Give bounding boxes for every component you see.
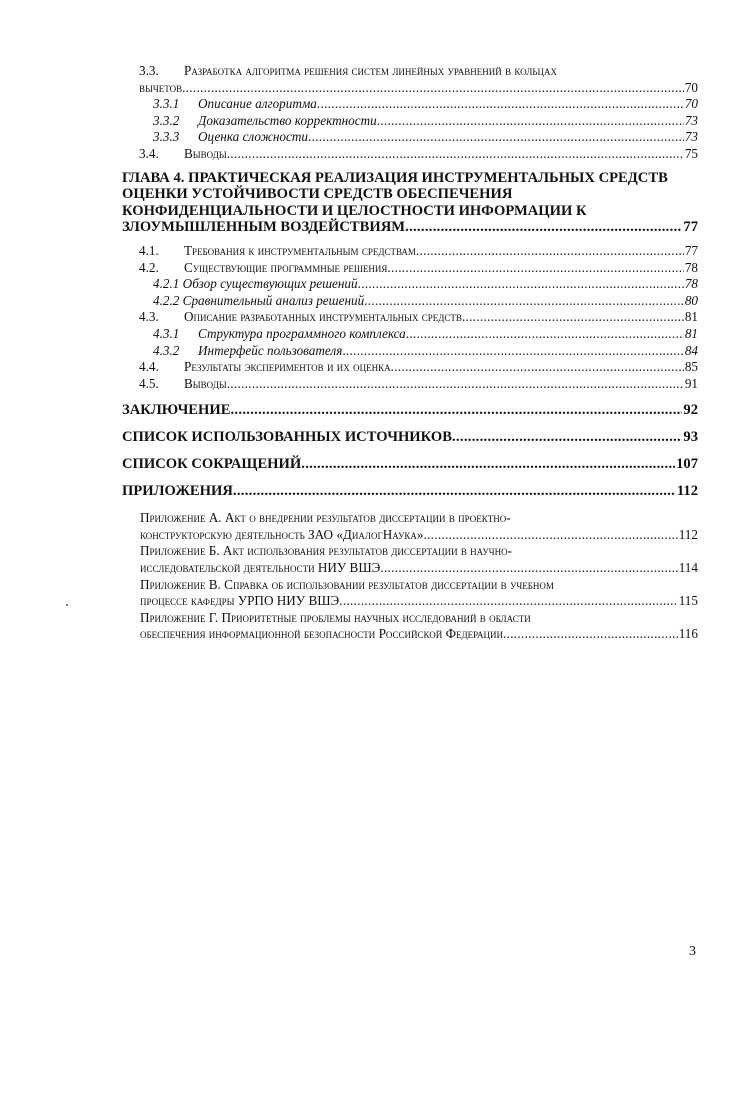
toc-title: 4.2.1 Обзор существующих решений [153,276,358,292]
toc-page: 92 [683,402,698,419]
dot-leader [387,260,683,277]
toc-title: Описание разработанных инструментальных средств [184,309,462,325]
dot-leader [317,96,684,113]
table-of-contents [122,63,698,643]
toc-title: Оценка сложности [198,129,308,145]
appendix-a-line1: Приложение А. Акт о внедрении результатов диссертации в проектно- [140,510,511,526]
dot-leader [380,560,677,577]
toc-title: ЗАКЛЮЧЕНИЕ [122,402,231,419]
toc-entry-abbreviations[interactable] [122,456,698,473]
toc-page: 77 [684,242,698,258]
toc-entry-3-3-1[interactable] [122,96,698,113]
toc-page: 81 [684,325,698,341]
toc-title: Существующие программные решения [184,259,388,275]
page-number: 3 [689,944,696,959]
chapter-4-title-line2: ОЦЕНКИ УСТОЙЧИВОСТИ СРЕДСТВ ОБЕСПЕЧЕНИЯ [122,186,513,203]
toc-entry-3-3-line2[interactable] [122,80,698,97]
chapter-4-title-line1: ГЛАВА 4. ПРАКТИЧЕСКАЯ РЕАЛИЗАЦИЯ ИНСТРУМЕНТАЛЬНЫХ СРЕДСТВ [122,169,668,186]
dot-leader [358,276,684,293]
toc-page: 93 [683,429,698,446]
dot-leader [391,359,684,376]
toc-number: 3.4. [139,145,159,161]
toc-number: 4.3. [139,309,159,325]
dot-leader [230,402,682,419]
toc-page: 112 [676,483,698,500]
dot-leader [339,593,677,610]
toc-number: 3.3.2 [153,112,180,128]
dot-leader [364,293,684,310]
toc-entry-appendix-v[interactable] [122,593,698,610]
toc-number: 3.3. [139,63,159,78]
dot-leader [301,456,675,473]
toc-title: Результаты экспериментов и их оценка [184,359,391,375]
toc-page: 75 [684,145,698,161]
scan-speck [66,604,68,606]
toc-page: 115 [678,593,698,609]
dot-leader [405,219,682,236]
toc-title: Структура программного комплекса [198,325,406,341]
toc-number: 4.5. [139,375,159,391]
toc-page: 85 [684,359,698,375]
toc-page: 73 [684,129,698,145]
toc-title: СПИСОК ИСПОЛЬЗОВАННЫХ ИСТОЧНИКОВ [122,429,452,446]
toc-entry-chapter-4[interactable] [122,219,698,236]
chapter-4-title-line3: КОНФИДЕНЦИАЛЬНОСТИ И ЦЕЛОСТНОСТИ ИНФОРМАЦИИ К [122,202,587,219]
toc-title: Выводы [184,375,227,391]
dot-leader [182,80,684,97]
toc-entry-3-3-2[interactable] [122,113,698,130]
toc-entry-4-2[interactable] [122,260,698,277]
toc-title: Доказательство корректности [198,112,377,128]
appendix-g-line2: обеспечения информационной безопасности Российской Федерации [140,626,504,642]
toc-page: 107 [676,456,698,473]
appendix-v-line1: Приложение В. Справка об использовании результатов диссертации в учебном [140,576,554,592]
toc-title: Требования к инструментальным средствам [184,242,416,258]
toc-entry-conclusion[interactable] [122,402,698,419]
toc-entry-4-3-1[interactable] [122,326,698,343]
appendix-b-line1: Приложение Б. Акт использования результатов диссертации в научно- [140,543,512,559]
dot-leader [227,376,684,393]
appendix-b-line2: исследовательской деятельности НИУ ВШЭ [140,560,381,576]
toc-entry-sources[interactable] [122,429,698,446]
toc-entry-3-3-3[interactable] [122,129,698,146]
toc-entry-appendix-a[interactable] [122,527,698,544]
dot-leader [342,343,683,360]
toc-number: 4.3.2 [153,342,180,358]
toc-title: Интерфейс пользователя [198,342,343,358]
dot-leader [406,326,684,343]
toc-entry-4-5[interactable] [122,376,698,393]
toc-page: 73 [684,112,698,128]
toc-page: 81 [684,309,698,325]
dot-leader [227,146,684,163]
toc-entry-appendix-b[interactable] [122,560,698,577]
appendix-g-line1: Приложение Г. Приоритетные проблемы научных исследований в области [140,609,531,625]
toc-entry-appendices[interactable] [122,483,698,500]
toc-page: 91 [684,375,698,391]
toc-page: 78 [684,259,698,275]
toc-title: СПИСОК СОКРАЩЕНИЙ [122,456,302,473]
dot-leader [377,113,684,130]
toc-page: 114 [678,560,698,576]
toc-title: 4.2.2 Сравнительный анализ решений [153,292,365,308]
toc-entry-4-2-2[interactable] [122,293,698,310]
toc-entry-3-4[interactable] [122,146,698,163]
chapter-4-title-line4: ЗЛОУМЫШЛЕННЫМ ВОЗДЕЙСТВИЯМ [122,219,406,236]
toc-title: Выводы [184,145,227,161]
toc-page: 77 [683,219,698,236]
toc-entry-appendix-g[interactable] [122,626,698,643]
toc-title-continued: вычетов [139,79,183,95]
toc-number: 4.2. [139,259,159,275]
toc-number: 3.3.1 [153,96,180,112]
toc-title: ПРИЛОЖЕНИЯ [122,483,233,500]
toc-page: 84 [684,342,698,358]
toc-title: Описание алгоритма [198,96,317,112]
toc-page: 70 [684,96,698,112]
toc-entry-3-3-line1 [122,63,698,80]
toc-page: 80 [684,292,698,308]
toc-number: 4.3.1 [153,325,180,341]
toc-entry-4-3-2[interactable] [122,343,698,360]
dot-leader [452,429,682,446]
toc-title: Разработка алгоритма решения систем линейных уравнений в кольцах [184,63,557,78]
appendix-v-line2: процессе кафедры УРПО НИУ ВШЭ [140,593,340,609]
toc-page: 116 [678,626,698,642]
toc-page: 70 [684,79,698,95]
appendix-a-line2: конструкторскую деятельность ЗАО «ДиалогНаука» [140,526,424,542]
toc-number: 3.3.3 [153,129,180,145]
dot-leader [416,243,684,260]
toc-entry-4-1[interactable] [122,243,698,260]
toc-page: 112 [678,526,698,542]
toc-entry-4-3[interactable] [122,309,698,326]
toc-number: 4.1. [139,242,159,258]
toc-number: 4.4. [139,359,159,375]
toc-entry-4-4[interactable] [122,359,698,376]
toc-entry-4-2-1[interactable] [122,276,698,293]
toc-page: 78 [684,276,698,292]
dot-leader [462,309,684,326]
dot-leader [423,527,677,544]
dot-leader [503,626,678,643]
dot-leader [308,129,684,146]
dot-leader [233,483,676,500]
